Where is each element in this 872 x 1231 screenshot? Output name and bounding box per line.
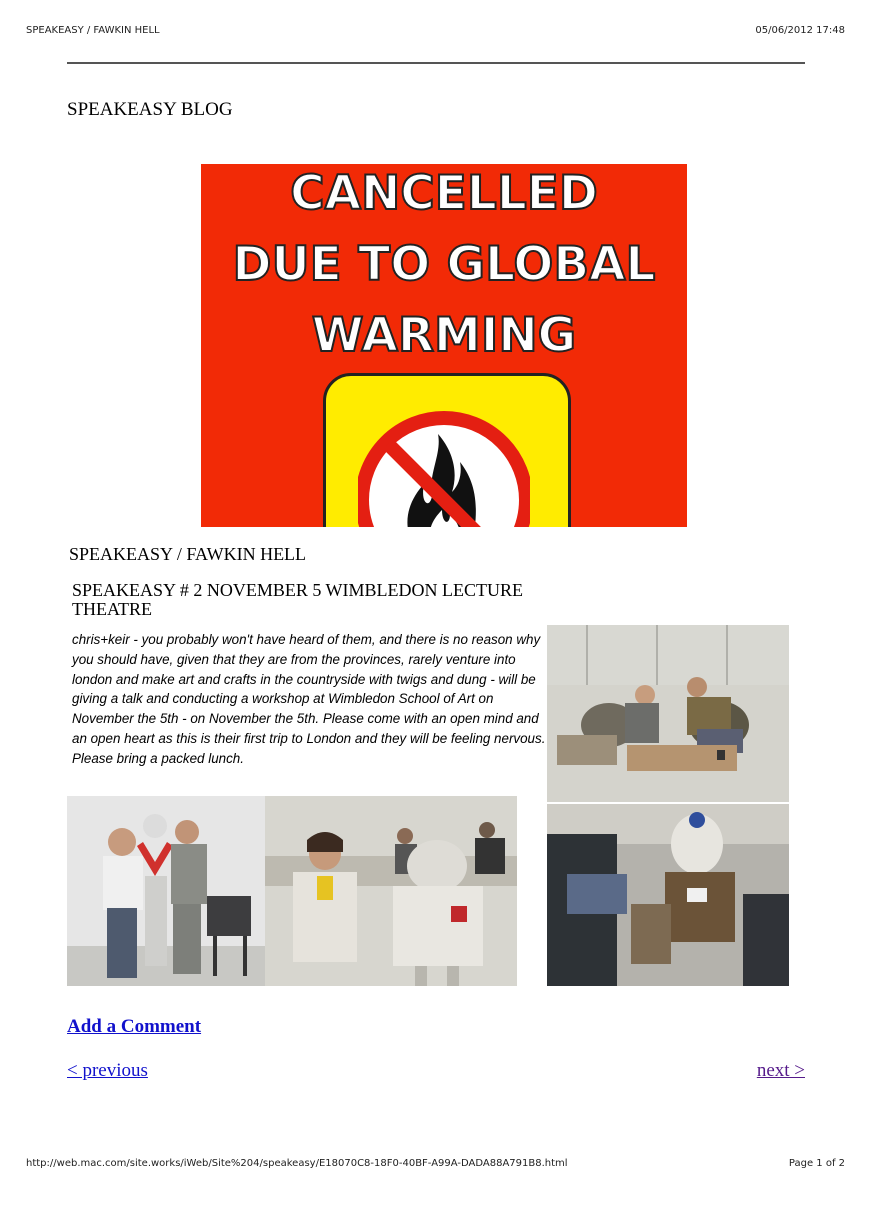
banner-line-2: DUE TO GLOBAL — [232, 237, 656, 292]
banner-line-3: WARMING — [311, 308, 577, 363]
workshop-photo-3 — [265, 796, 517, 986]
workshop-photo-1 — [547, 625, 789, 802]
print-footer-url: http://web.mac.com/site.works/iWeb/Site%204/speakeasy/E18070C8-18F0-40BF-A99A-DADA88A791B8.html — [26, 1158, 568, 1169]
banner-image — [201, 164, 687, 527]
banner-line-1: CANCELLED — [290, 166, 598, 221]
post-heading: SPEAKEASY / FAWKIN HELL — [69, 544, 307, 564]
post-body: chris+keir - you probably won't have heard of them, and there is no reason why you should have, given that they are from the provinces, rarely venture into london and make art and crafts in the countryside with twigs and dung - will be giving a talk and conducting a workshop at Wimbledon School of Art on November the 5th - on November the 5th. Please come with an open mind and an open heart as this is their first trip to London and they will be feeling nervous. Please bring a packed lunch. — [72, 632, 546, 766]
previous-link[interactable]: < previous — [67, 1060, 148, 1081]
no-fire-icon — [358, 404, 530, 527]
print-header-date: 05/06/2012 17:48 — [755, 25, 845, 36]
workshop-photo-2 — [67, 796, 265, 986]
print-header-title: SPEAKEASY / FAWKIN HELL — [26, 25, 160, 36]
header-divider — [67, 62, 805, 64]
blog-title: SPEAKEASY BLOG — [67, 99, 233, 120]
add-comment-link[interactable]: Add a Comment — [67, 1016, 202, 1037]
workshop-photo-4 — [547, 804, 789, 986]
print-footer-page: Page 1 of 2 — [788, 1158, 845, 1169]
post-title: SPEAKEASY # 2 NOVEMBER 5 WIMBLEDON LECTURE THEATRE — [72, 580, 524, 619]
next-link[interactable]: next > — [756, 1060, 805, 1081]
